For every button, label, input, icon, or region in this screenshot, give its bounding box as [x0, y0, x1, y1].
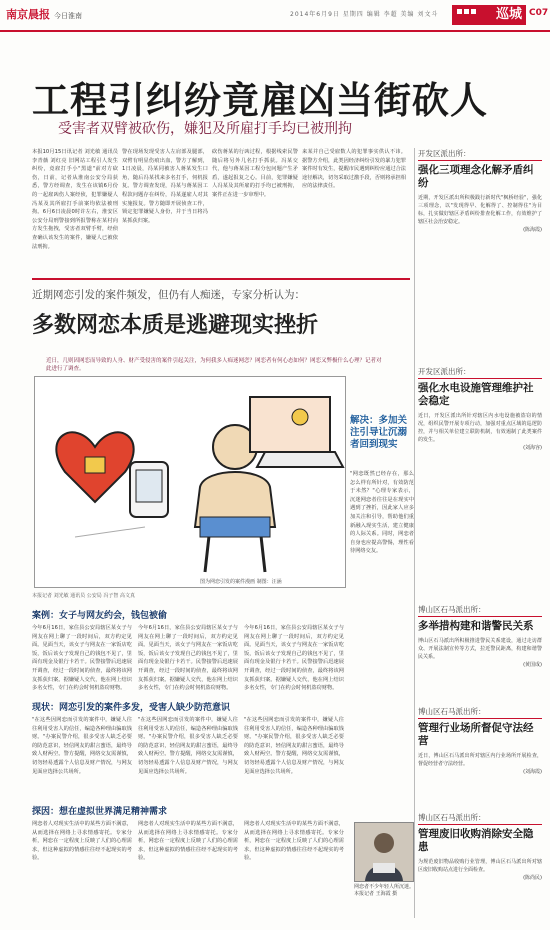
- qa-photo: [354, 822, 414, 882]
- qa-heading: 解决：多加关注引导让沉溺者回到现实: [350, 415, 408, 450]
- survey-col-2: "在这些因网恋而引发的案件中，嫌疑人往往利用受害人的信任，编造各种理由骗取钱财。"办案民警介绍，很多受害人缺乏必要的防范意识，轻信网友的甜言蜜语，最终导致人财两空。警方提醒，网络交友需谨慎，切勿轻易透露个人信息及财产情况，与网友见面应选择公共场所。: [138, 717, 238, 775]
- date-line: 2014年6月9日 星期四 编辑 李超 美编 刘文斗: [290, 11, 439, 18]
- cartoon-illustration: [34, 376, 346, 588]
- feature-byline: 本报记者 刘光敏 通讯员 公安局 冯子智 高文真: [32, 593, 135, 599]
- lead-subhead: 受害者双臂被砍伤，嫌犯及所雇打手均已被刑拘: [58, 121, 352, 137]
- logo-text: 南京晨报: [6, 8, 50, 21]
- case-col-1: 今年6月16日，家住县公安局辖区某女子与网友在网上聊了一段时间后，双方约定见面。见面当天，该女子与网友在一家饭店吃饭，饭后该女子发现自己的钱包不见了，里面有现金及银行卡若干。民警接警后迅速展开调查，经过一段时间的侦查，最终将该网友抓获归案。据嫌疑人交代，他在网上结识多名女性，专门在约会时伺机盗窃财物。: [32, 625, 132, 692]
- logo-sub: 今日淮南: [54, 12, 82, 20]
- survey-col-1: "在这些因网恋而引发的案件中，嫌疑人往往利用受害人的信任，编造各种理由骗取钱财。"办案民警介绍，很多受害人缺乏必要的防范意识，轻信网友的甜言蜜语，最终导致人财两空。警方提醒，网络交友需谨慎，切勿轻易透露个人信息及财产情况，与网友见面应选择公共场所。: [32, 717, 132, 775]
- brief-title: 管理废旧收购消除安全隐患: [418, 828, 534, 853]
- section-divider: [32, 278, 410, 280]
- lead-col-4: 来某并自己受雇数人的犯罪事实供认不讳。 据警方介绍，此类因经济纠纷引发的暴力犯罪案件时有发生，提醒市民遇到纠纷应通过合法途径解决，切勿采取过激手段，否则将承担相应的法律责任。: [302, 149, 406, 190]
- masthead: [0, 0, 550, 32]
- case-col-2: 今年6月16日，家住县公安局辖区某女子与网友在网上聊了一段时间后，双方约定见面。见面当天，该女子与网友在一家饭店吃饭，饭后该女子发现自己的钱包不见了，里面有现金及银行卡若干。民警接警后迅速展开调查，经过一段时间的侦查，最终将该网友抓获归案。据嫌疑人交代，他在网上结识多名女性，专门在约会时伺机盗窃财物。: [138, 625, 238, 692]
- brief-label: 开发区派出所：: [418, 148, 542, 161]
- feature-deck: 近日，几则因网恋而导致的人身、财产受侵害的案件引起关注，为何我多人痴迷网恋？网恋者有何心态如何？网恋又弊极什么心理？记者对此进行了调查。: [46, 358, 382, 372]
- laptop-screen-icon: [250, 397, 330, 452]
- brief-title: 多举措构建和谐警民关系: [418, 620, 534, 632]
- brief-5: [418, 812, 542, 881]
- brief-1: [418, 148, 542, 233]
- section-decor-icon: [456, 9, 477, 29]
- page-number: C07: [529, 8, 549, 18]
- brief-title: 强化三项理念化解矛盾纠纷: [418, 164, 534, 189]
- survey-heading: 现状：网恋引发的案件多发，受害人缺少防范意识: [32, 703, 231, 713]
- brief-3: [418, 604, 542, 668]
- brief-text: 近日，开发区派出所针对辖区内水电设施被盗窃的情况，组织民警开展专项行动，加强对重点区域的巡逻防控，并与相关单位建立联防机制，有效遏制了此类案件的发生。: [418, 413, 542, 443]
- lead-col-2: 警在现场发现受害人左肩部及腿部，双臂有明显伤痕出血，警方了解到，1日凌晨，冯某同被害人蒋某发生口角，随后冯某找来多名打手，伺机报复。警方调查发现，冯某与蒋某因工程款问题存在纠纷，冯某遂雇人对其实施报复。警方随即开展侦查工作，锁定犯罪嫌疑人身份，并于当日将冯某抓获归案。: [122, 149, 208, 224]
- brief-source: (陈海霞): [523, 227, 542, 233]
- brief-2: [418, 366, 542, 451]
- cartoon-caption: 图为网恋引发的案件漫画 制图：汪涵: [200, 579, 282, 585]
- brief-label: 开发区派出所：: [418, 366, 542, 379]
- section-tag: [452, 5, 526, 25]
- feature-title: 多数网恋本质是逃避现实挫折: [32, 313, 319, 338]
- survey-col-3: "在这些因网恋而引发的案件中，嫌疑人往往利用受害人的信任，编造各种理由骗取钱财。"办案民警介绍，很多受害人缺乏必要的防范意识，轻信网友的甜言蜜语，最终导致人财两空。警方提醒，网络交友需谨慎，切勿轻易透露个人信息及财产情况，与网友见面应选择公共场所。: [244, 717, 344, 775]
- brief-label: 博山区石马派出所：: [418, 706, 542, 719]
- lead-col-3: 砍伤蒋某的行凶过程，根据线索民警随后将另外几名打手抓获。冯某交代，他与蒋某因工程分包问题产生矛盾，遂起报复之心。目前，犯罪嫌疑人冯某及其所雇的打手均已被刑拘，案件正在进一步审理中。: [212, 149, 298, 198]
- brief-label: 博山区石马派出所：: [418, 604, 542, 617]
- explore-col-2: 网恋者人对现实生活中的某些方面不满意，从而选择在网络上寻求情感寄托。专家分析，网恋在一定程度上反映了人们的心理需求，但这种虚拟的情感往往经不起现实的考验。: [138, 821, 238, 862]
- lead-col-1: 本报10月15日讯记者 刘光敏 通讯员 李青薇 刘红亮 旧网站工程引人发生纠纷，竟雇打手小"黑道"前对方砍伤，日前，记者从淮南公安分局获悉，警方经调查，发生在该镇6月份的一起雇凶伤人案经侦，犯罪嫌疑人冯某及其所雇打手前案均依法被刑拘。6月6日凌晨0时许左右，淮安区公安分局刑警接到所报警称在某村向方发生拖拽，受害者双臂手臂，经侦查确认该发生的案件，嫌疑人已被依法刑拘。: [32, 149, 118, 250]
- brief-title: 管理行业场所督促守法经营: [418, 722, 534, 747]
- qa-col-text: "网恋既然已经存在，那么怎么样有所针对，有效防范于未然？"心理专家表示，沉迷网恋者往往是在现实中遇到了挫折，因此家人应多加关注和引导，帮助他们重新融入现实生活，建立健康的人际关系。同时，网恋者自身也应提高警惕，理性看待网络交友。: [350, 471, 414, 555]
- brief-4: [418, 706, 542, 775]
- column-divider: [414, 148, 415, 918]
- brief-text: 博山区石马派出所积极推进警民关系建设，通过走访群众、开展法制宣传等方式，拉近警民距离，构建和谐警民关系。: [418, 638, 542, 660]
- brief-source: (黄国成): [523, 662, 542, 668]
- feature-kicker: 近期网恋引发的案件频发，但仍有人痴迷，专家分析认为：: [32, 289, 305, 301]
- brief-title: 强化水电设施管理维护社会稳定: [418, 382, 534, 407]
- case-heading: 案例：女子与网友约会，钱包被偷: [32, 611, 168, 621]
- explore-heading: 探因：想在虚拟世界满足精神需求: [32, 807, 168, 817]
- brief-source: (刘海容): [523, 445, 542, 451]
- brief-source: (刘海霞): [523, 769, 542, 775]
- explore-col-1: 网恋者人对现实生活中的某些方面不满意，从而选择在网络上寻求情感寄托。专家分析，网恋在一定程度上反映了人们的心理需求，但这种虚拟的情感往往经不起现实的考验。: [32, 821, 132, 862]
- brief-text: 近日，博山区石马派出所对辖区内行业场所开展检查，督促经营者守法经营。: [418, 753, 542, 767]
- person-photo-icon: [355, 823, 413, 881]
- cartoon-drawing: [35, 377, 345, 587]
- explore-col-3: 网恋者人对现实生活中的某些方面不满意，从而选择在网络上寻求情感寄托。专家分析，网恋在一定程度上反映了人们的心理需求，但这种虚拟的情感往往经不起现实的考验。: [244, 821, 344, 862]
- brief-text: 为规范废旧物品收购行业管理，博山区石马派出所对辖区废旧收购站点进行全面检查。: [418, 859, 542, 873]
- brief-label: 博山区石马派出所：: [418, 812, 542, 825]
- case-col-3: 今年6月16日，家住县公安局辖区某女子与网友在网上聊了一段时间后，双方约定见面。见面当天，该女子与网友在一家饭店吃饭，饭后该女子发现自己的钱包不见了，里面有现金及银行卡若干。民警接警后迅速展开调查，经过一段时间的侦查，最终将该网友抓获归案。据嫌疑人交代，他在网上结识多名女性，专门在约会时伺机盗窃财物。: [244, 625, 344, 692]
- section-name: 巡城: [495, 7, 522, 22]
- qa-photo-caption: 网恋者不少年轻人所沉迷。 本报记者 王海霞 摄: [354, 884, 415, 897]
- brief-text: 近期，开发区派出所积极践行新时代"枫桥经验"，强化三项理念，以"发现得早、化解得了、控制得住"为目标，扎实做好辖区矛盾纠纷排查化解工作，有效维护了辖区社会治安稳定。: [418, 195, 542, 225]
- newspaper-logo: [6, 6, 82, 22]
- brief-source: (陈尚民): [523, 875, 542, 881]
- lead-headline: 工程引纠纷竟雇凶当街砍人: [32, 79, 488, 122]
